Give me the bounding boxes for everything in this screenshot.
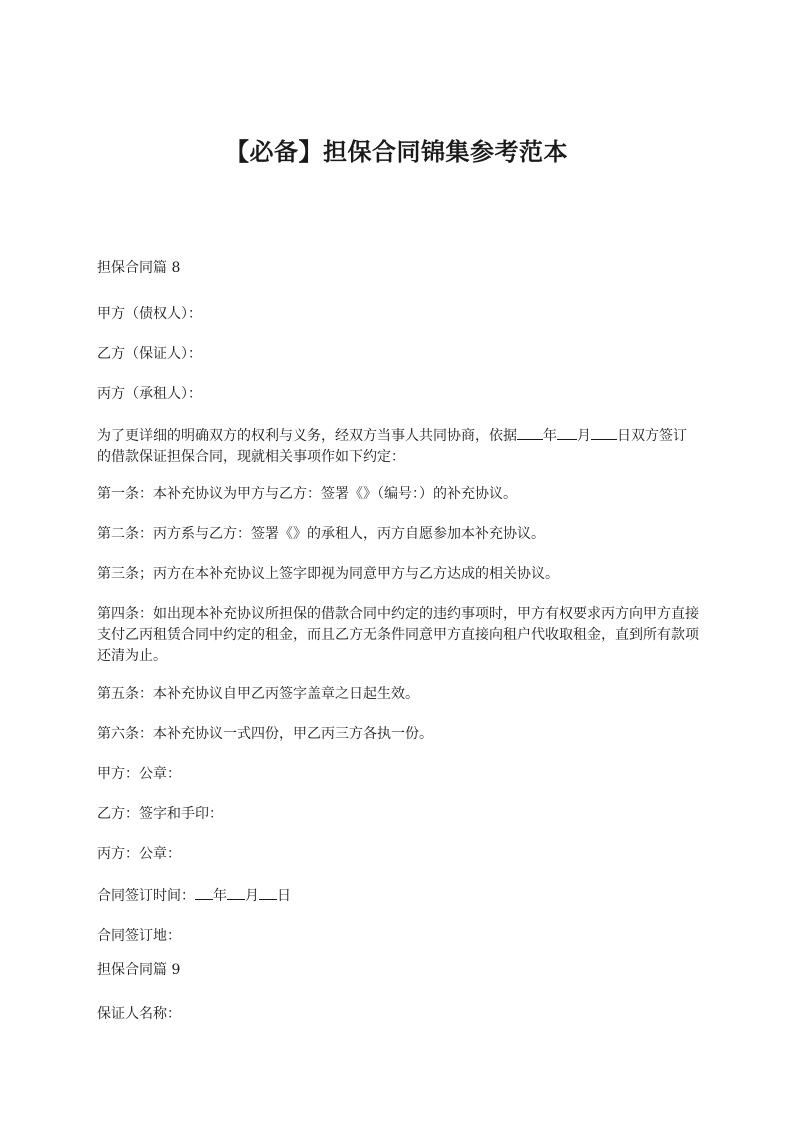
signature-party-a: 甲方：公章： xyxy=(97,766,181,782)
document-title: 【必备】担保合同锦集参考范本 xyxy=(225,138,568,166)
signing-day: 日 xyxy=(277,888,291,904)
article-5: 第五条：本补充协议自甲乙丙签字盖章之日起生效。 xyxy=(97,686,419,702)
intro-text-2: 日双方签订的借款保证担保合同，现就相关事项作如下约定： xyxy=(97,428,687,465)
intro-text-1: 为了更详细的明确双方的权利与义务，经双方当事人共同协商，依据 xyxy=(97,428,517,444)
section-heading-8: 担保合同篇 8 xyxy=(97,260,181,276)
guarantor-name-line: 保证人名称： xyxy=(97,1006,181,1022)
intro-month: 月 xyxy=(577,428,591,444)
article-1: 第一条：本补充协议为甲方与乙方：签署《》（编号：）的补充协议。 xyxy=(97,486,517,502)
blank-sign-day xyxy=(259,884,277,900)
blank-day xyxy=(591,424,617,440)
party-a-line: 甲方（债权人）： xyxy=(97,306,202,322)
article-6: 第六条：本补充协议一式四份，甲乙丙三方各执一份。 xyxy=(97,726,433,742)
signature-party-b: 乙方：签字和手印： xyxy=(97,806,223,822)
signing-year: 年 xyxy=(213,888,227,904)
blank-year xyxy=(517,424,543,440)
blank-month xyxy=(557,424,577,440)
section-heading-9: 担保合同篇 9 xyxy=(97,962,181,978)
article-4: 第四条：如出现本补充协议所担保的借款合同中约定的违约事项时，甲方有权要求丙方向甲方直接支付乙丙租赁合同中约定的租金，而且乙方无条件同意甲方直接向租户代收取租金，直到所有款项还清为止。 xyxy=(97,606,699,664)
article-2: 第二条：丙方系与乙方：签署《》的承租人，丙方自愿参加本补充协议。 xyxy=(97,526,545,542)
signing-time-label: 合同签订时间： xyxy=(97,888,195,904)
party-c-line: 丙方（承租人）： xyxy=(97,386,202,402)
blank-sign-month xyxy=(227,884,245,900)
signing-time xyxy=(97,884,699,907)
signing-place: 合同签订地： xyxy=(97,928,181,944)
intro-year: 年 xyxy=(543,428,557,444)
blank-sign-year xyxy=(195,884,213,900)
party-b-line: 乙方（保证人）： xyxy=(97,346,202,362)
signing-month: 月 xyxy=(245,888,259,904)
signature-party-c: 丙方：公章： xyxy=(97,846,181,862)
intro-paragraph xyxy=(97,424,699,468)
article-3: 第三条；丙方在本补充协议上签字即视为同意甲方与乙方达成的相关协议。 xyxy=(97,566,559,582)
